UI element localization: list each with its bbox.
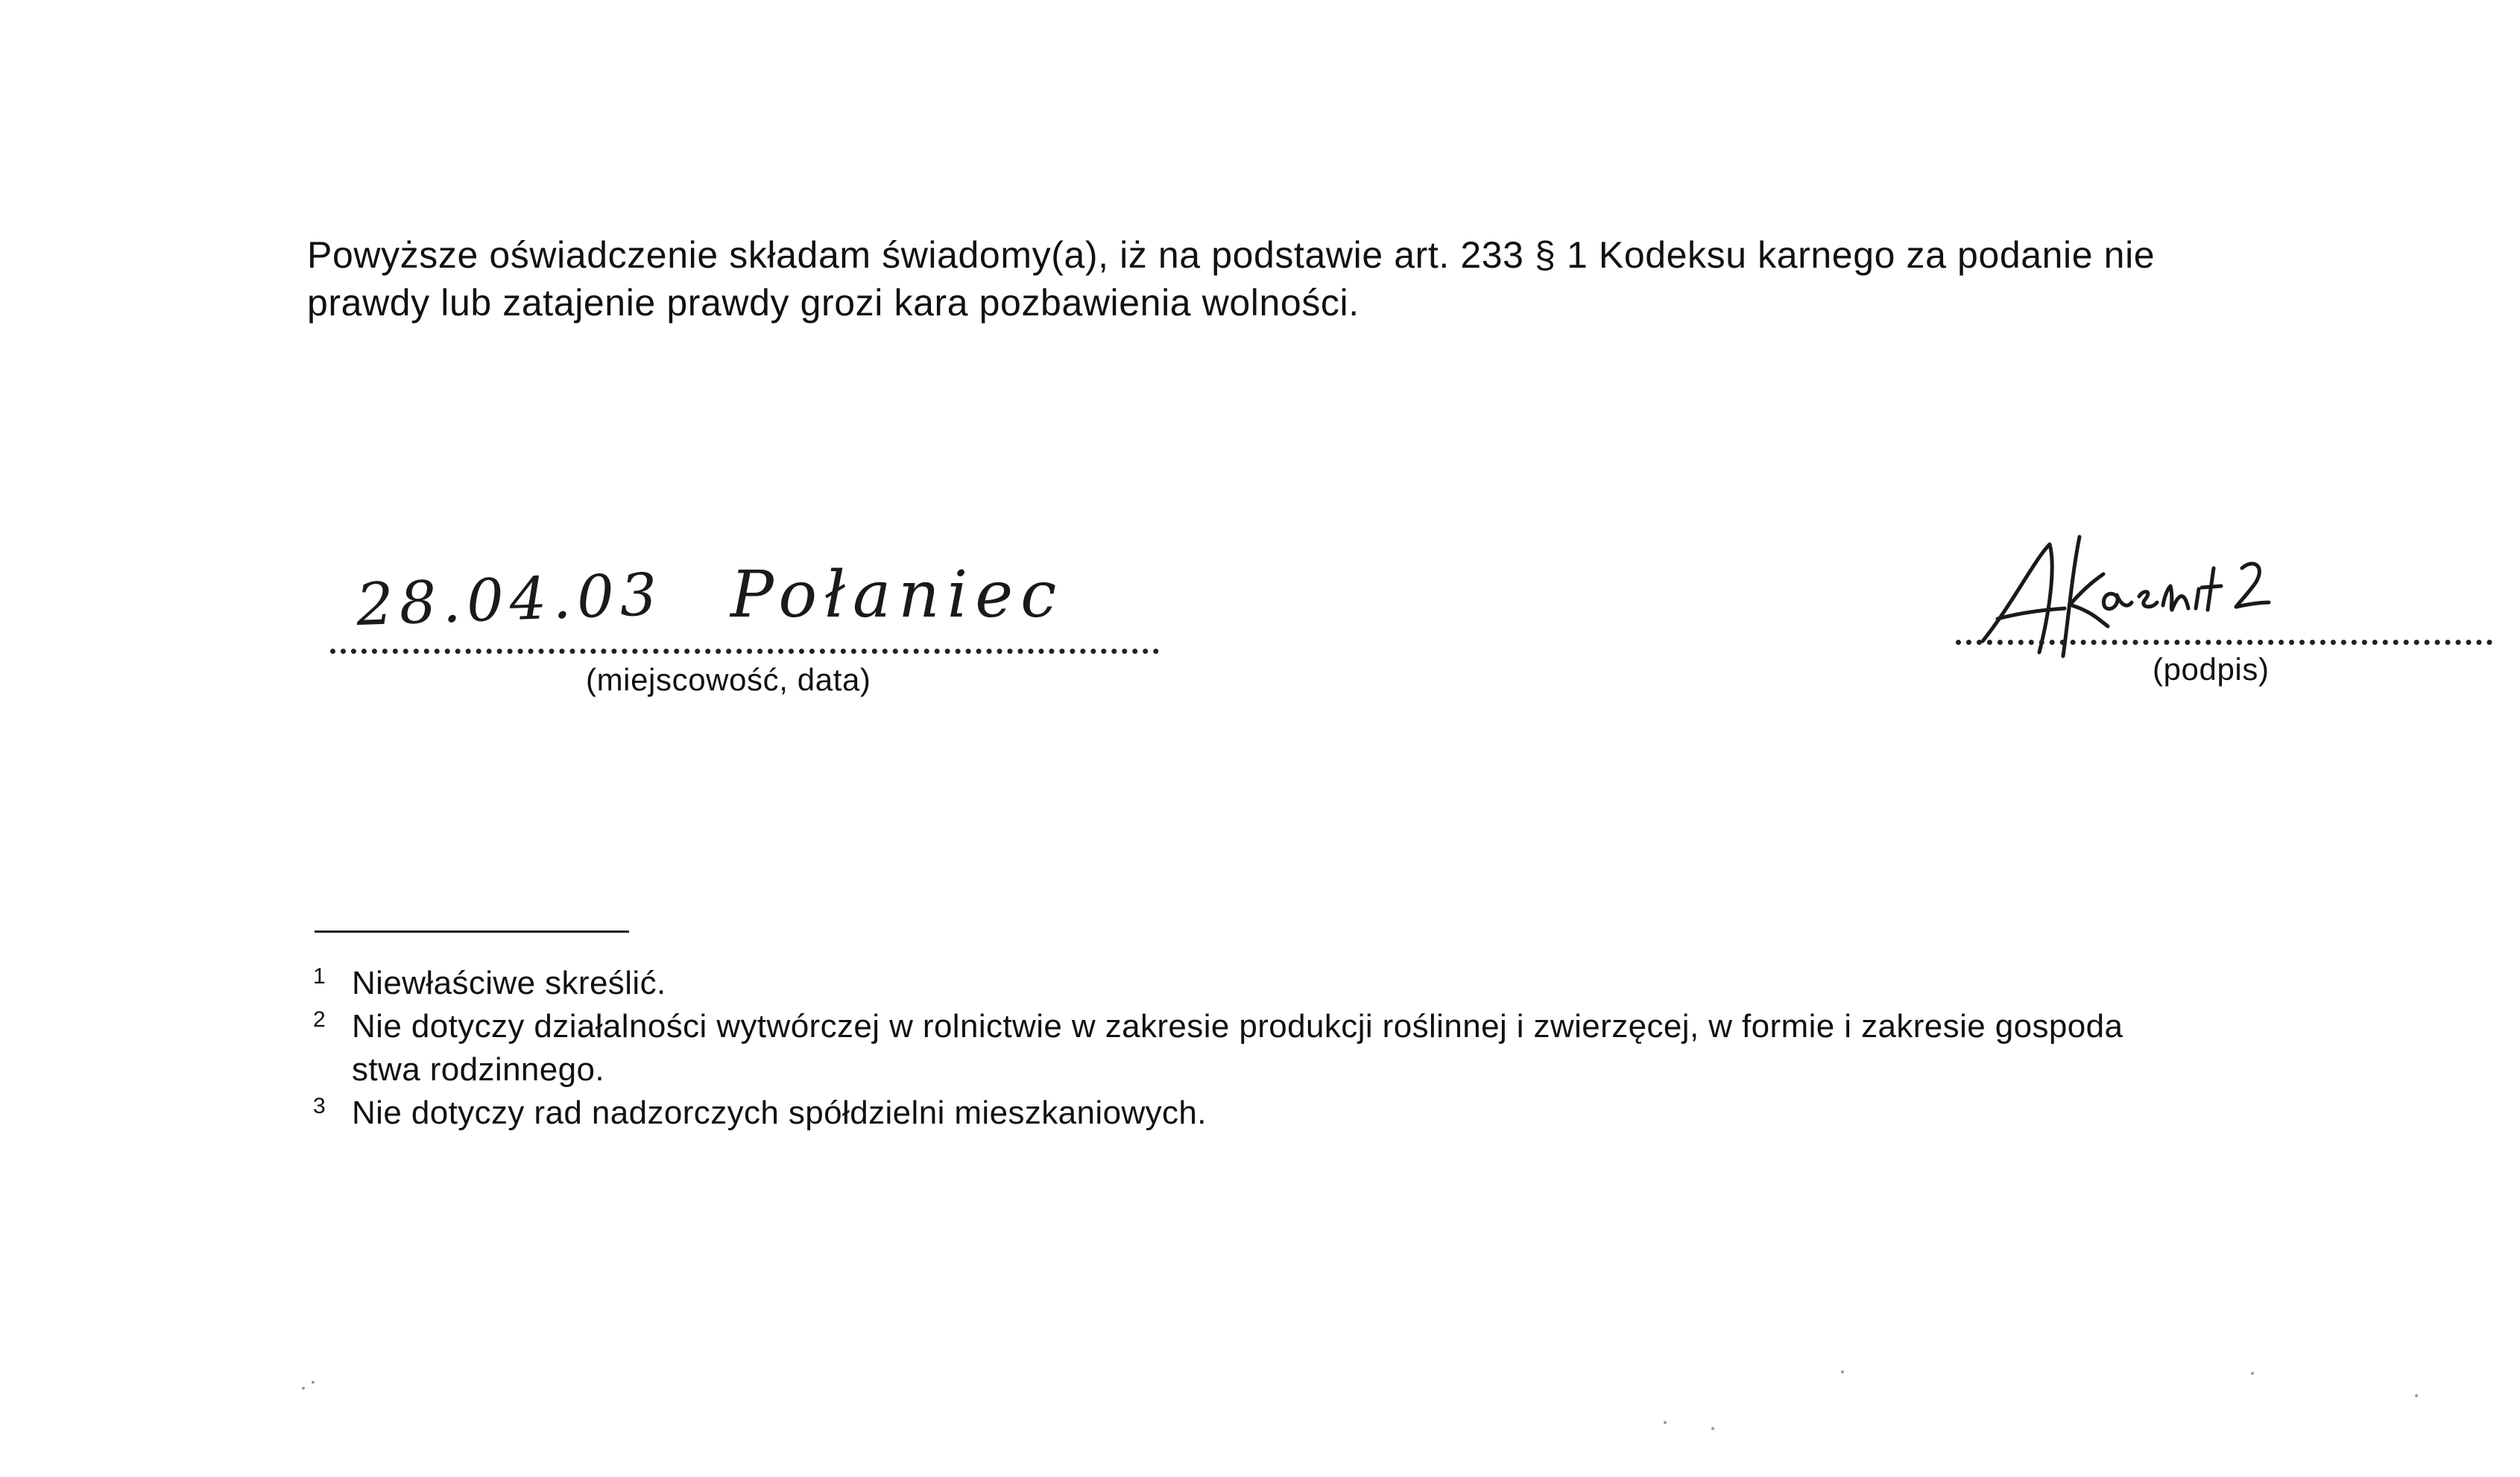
footnote-text: Nie dotyczy rad nadzorczych spółdzielni mieszkaniowych. <box>352 1095 1207 1131</box>
place-date-dotted-line <box>330 649 1159 654</box>
footnote-mark: 1 <box>313 964 326 989</box>
footnote-separator <box>315 930 629 933</box>
handwritten-date: 28.04.03 <box>355 561 664 640</box>
footnote-1 <box>313 962 2519 1005</box>
footnote-mark: 2 <box>313 1007 326 1032</box>
footnote-text-continuation: stwa rodzinnego. <box>352 1051 605 1088</box>
footnote-text: Nie dotyczy działalności wytwórczej w rolnictwie w zakresie produkcji roślinnej i zwierzęcej, w formie i zakresie gospoda <box>352 1008 2123 1045</box>
signature-caption: (podpis) <box>2153 652 2270 687</box>
scan-speck <box>1711 1427 1714 1430</box>
scan-speck <box>312 1381 315 1384</box>
place-date-caption: (miejscowość, data) <box>586 662 871 697</box>
signature-dotted-line <box>1956 640 2492 645</box>
footnote-2 <box>313 1005 2519 1092</box>
footnotes <box>313 962 2519 1135</box>
scan-speck <box>302 1387 305 1390</box>
declaration-text <box>307 231 2513 327</box>
footnote-3 <box>313 1092 2519 1135</box>
scan-speck <box>2251 1372 2254 1375</box>
declaration-line-1: Powyższe oświadczenie składam świadomy(a), iż na podstawie art. 233 § 1 Kodeksu karnego za podanie nie <box>307 234 2156 276</box>
footnote-text: Niewłaściwe skreślić. <box>352 965 666 1001</box>
scan-speck <box>2415 1394 2418 1397</box>
declaration-line-2: prawdy lub zatajenie prawdy grozi kara pozbawienia wolności. <box>307 282 1360 324</box>
footnote-mark: 3 <box>313 1094 326 1118</box>
handwritten-place: Połaniec <box>730 558 1064 632</box>
scan-speck <box>1664 1421 1667 1424</box>
scan-speck <box>1841 1370 1844 1373</box>
